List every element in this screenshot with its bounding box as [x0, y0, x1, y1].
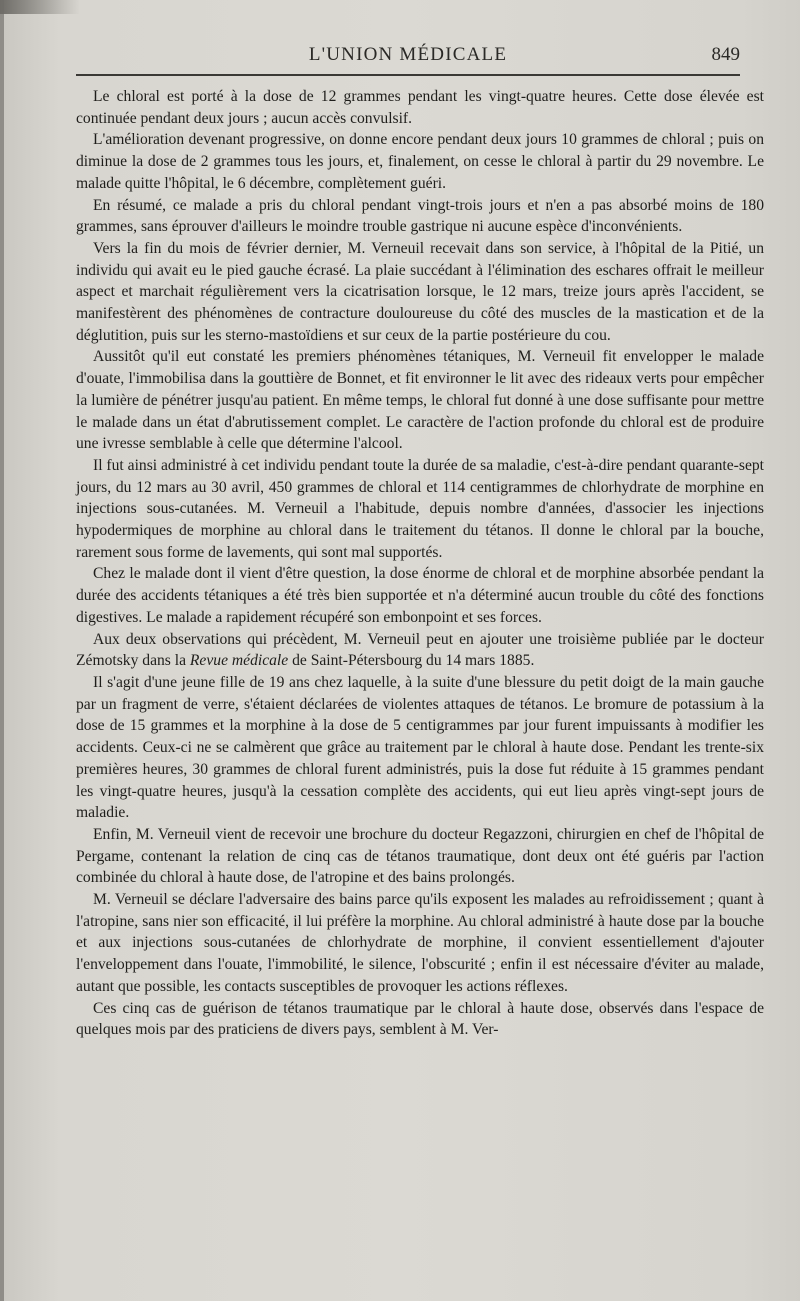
page-edge-shadow: [0, 0, 4, 1301]
paragraph-regazzoni: Enfin, M. Verneuil vient de recevoir une brochure du docteur Regazzoni, chirurgien en chef de l'hôpital de Pergame, contenant la relation de cinq cas de tétanos traumatique, dont deux ont été guéris par l'action combinée du chloral à haute dose, de l'atropine et des bains prolongés.: [76, 825, 764, 887]
paragraph-treatment: Aussitôt qu'il eut constaté les premiers phénomènes tétaniques, M. Verneuil fit envelopper le malade d'ouate, l'immobilisa dans la gouttière de Bonnet, et fit environner le lit avec des rideaux verts pour empêcher la lumière de pénétrer jusqu'au patient. En même temps, le chloral fut donné à une dose suffisante pour mettre le malade dans un état d'abrutissement complet. Le caractère de l'action profonde du chloral est de produire une ivresse semblable à celle que détermine l'alcool.: [76, 348, 764, 453]
paragraph-conclusion: Ces cinq cas de guérison de tétanos traumatique par le chloral à haute dose, observés dans l'espace de quelques mois par des praticiens de divers pays, semblent à M. Ver-: [76, 999, 764, 1039]
article-body: [76, 86, 764, 1041]
third-observation-text: Aux deux observations qui précèdent, M. Verneuil peut en ajouter une troisième publiée par le docteur Zémotsky dans la Revue médicale de Saint-Pétersbourg du 14 mars 1885.: [76, 630, 764, 670]
running-title: L'UNION MÉDICALE: [308, 44, 508, 65]
paragraph-chloral-dose: Le chloral est porté à la dose de 12 grammes pendant les vingt-quatre heures. Cette dose élevée est continuée pendant deux jours ; aucun accès convulsif.: [76, 88, 764, 127]
paragraph-improvement: L'amélioration devenant progressive, on donne encore pendant deux jours 10 grammes de chloral ; puis on diminue la dose de 2 grammes tous les jours, et, finalement, on cesse le chloral à partir du 29 novembre. Le malade quitte l'hôpital, le 6 décembre, complètement guéri.: [76, 131, 764, 192]
paragraph-tolerance: Chez le malade dont il vient d'être question, la dose énorme de chloral et de morphine absorbée pendant la durée des accidents tétaniques a été très bien supportée et n'a déterminé aucun trouble du côté des fonctions digestives. Le malade a rapidement récupéré son embonpoint et ses forces.: [76, 565, 764, 626]
header-rule: [76, 74, 740, 76]
page-corner-shadow: [0, 0, 80, 14]
paragraph-administration: Il fut ainsi administré à cet individu pendant toute la durée de sa maladie, c'est-à-dire pendant quarante-sept jours, du 12 mars au 30 avril, 450 grammes de chloral et 114 centigrammes de chlorhydrate de morphine en injections sous-cutanées. M. Verneuil a l'habitude, depuis nombre d'années, d'associer les injections hypodermiques de morphine au chloral dans le traitement du tétanos. Il donne le chloral par la bouche, rarement sous forme de lavements, qui sont mal supportés.: [76, 456, 764, 561]
paragraph-zemotsky-case: Il s'agit d'une jeune fille de 19 ans chez laquelle, à la suite d'une blessure du petit doigt de la main gauche par un fragment de verre, s'étaient déclarées de violentes attaques de tétanos. Le bromure de potassium à la dose de 15 grammes et la morphine à la dose de 5 centigrammes par jour furent impuissants à modifier les accidents. Ceux-ci ne se calmèrent que grâce au traitement par le chloral à haute dose. Pendant les trente-six premières heures, 30 grammes de chloral furent administrés, puis la dose fut réduite à 15 grammes pendant les vingt-quatre heures, jusqu'à la cessation complète des accidents, qui eut lieu après vingt-sept jours de maladie.: [76, 673, 764, 822]
page-header: [76, 40, 740, 74]
journal-title: Revue médicale: [189, 652, 289, 670]
paragraph-summary: En résumé, ce malade a pris du chloral pendant vingt-trois jours et n'en a pas absorbé moins de 180 grammes, sans éprouver d'ailleurs le moindre trouble gastrique ni aucune espèce d'inconvénients.: [76, 196, 764, 236]
paragraph-pitie-case: Vers la fin du mois de février dernier, M. Verneuil recevait dans son service, à l'hôpital de la Pitié, un individu qui avait eu le pied gauche écrasé. La plaie succédant à l'élimination des eschares offrait le meilleur aspect et marchait régulièrement vers la cicatrisation lorsque, le 12 mars, treize jours après l'accident, se manifestèrent des phénomènes de contracture douloureuse du côté des muscles de la mastication et de la déglutition, puis sur les sterno-mastoïdiens et sur ceux de la partie postérieure du cou.: [76, 239, 764, 344]
paragraph-third-observation: [76, 629, 764, 672]
paragraph-verneuil-opinion: M. Verneuil se déclare l'adversaire des bains parce qu'ils exposent les malades au refroidissement ; quant à l'atropine, sans nier son efficacité, il lui préfère la morphine. Au chloral administré à haute dose par la bouche et aux injections sous-cutanées de chlorhydrate de morphine, il convient essentiellement d'ajouter l'enveloppement dans l'ouate, l'immobilité, le silence, l'obscurité ; enfin il est nécessaire d'éviter au malade, autant que possible, les contacts susceptibles de provoquer les actions réflexes.: [76, 891, 764, 995]
page-number: 849: [711, 44, 740, 65]
